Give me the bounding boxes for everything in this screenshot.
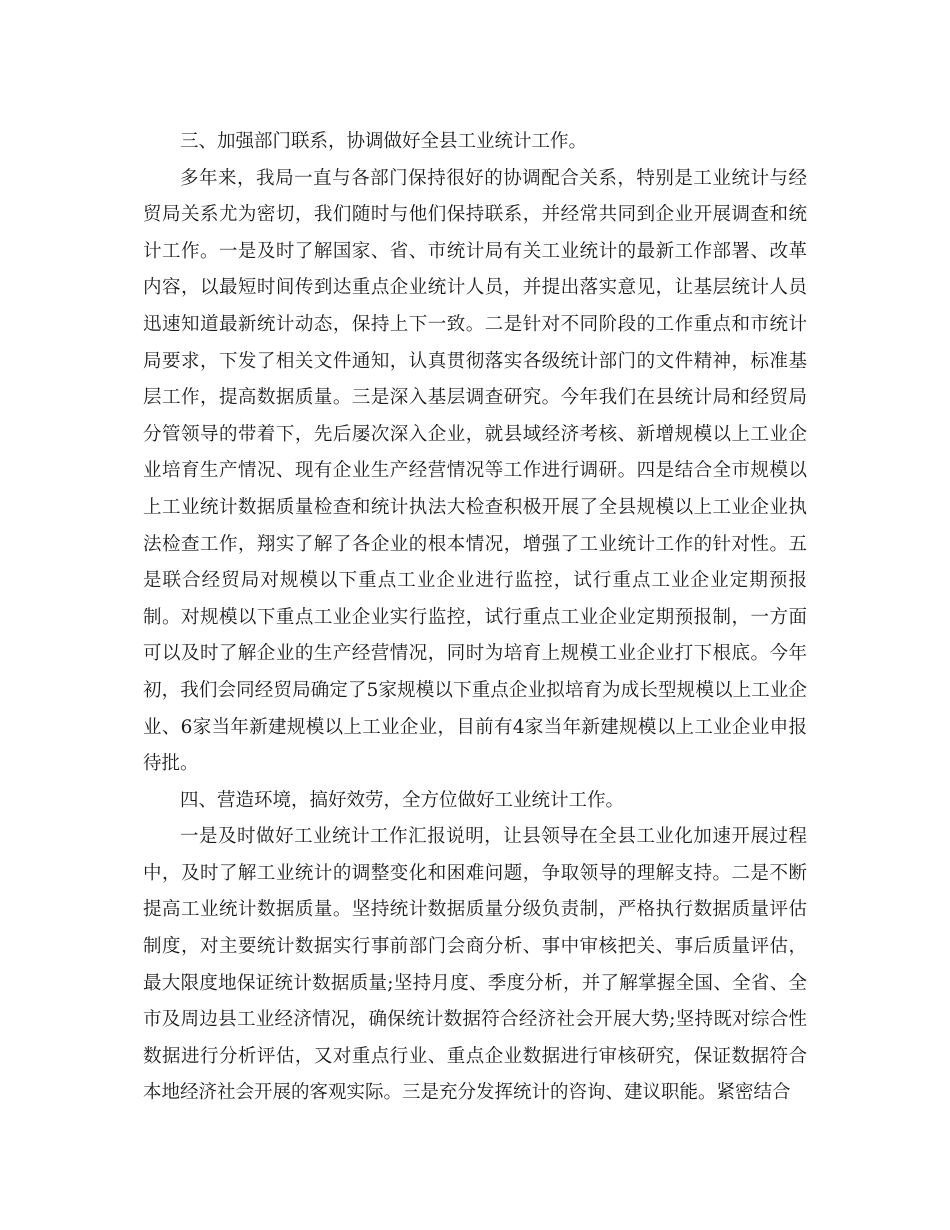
paragraph-section-3-body: 多年来，我局一直与各部门保持很好的协调配合关系，特别是工业统计与经贸局关系尤为密切，我们随时与他们保持联系，并经常共同到企业开展调查和统计工作。一是及时了解国家、省、市统计局有关工业统计的最新工作部署、改革内容，以最短时间传到达重点企业统计人员，并提出落实意见，让基层统计人员迅速知道最新统计动态，保持上下一致。二是针对不同阶段的工作重点和市统计局要求，下发了相关文件通知，认真贯彻落实各级统计部门的文件精神，标准基层工作，提高数据质量。三是深入基层调查研究。今年我们在县统计局和经贸局分管领导的带着下，先后屡次深入企业，就县域经济考核、新增规模以上工业企业培育生产情况、现有企业生产经营情况等工作进行调研。四是结合全市规模以上工业统计数据质量检查和统计执法大检查积极开展了全县规模以上工业企业执法检查工作，翔实了解了各企业的根本情况，增强了工业统计工作的针对性。五是联合经贸局对规模以下重点工业企业进行监控，试行重点工业企业定期预报制。对规模以下重点工业企业实行监控，试行重点工业企业定期预报制，一方面可以及时了解企业的生产经营情况，同时为培育上规模工业企业打下根底。今年初，我们会同经贸局确定了5家规模以下重点企业拟培育为成长型规模以上工业企业、6家当年新建规模以上工业企业，目前有4家当年新建规模以上工业企业申报待批。 xyxy=(143,167,807,775)
section-heading-3: 三、加强部门联系，协调做好全县工业统计工作。 xyxy=(180,131,588,152)
document-body xyxy=(143,124,807,1112)
paragraph-section-4-body: 一是及时做好工业统计工作汇报说明，让县领导在全县工业化加速开展过程中，及时了解工业统计的调整变化和困难问题，争取领导的理解支持。二是不断提高工业统计数据质量。坚持统计数据质量分级负责制，严格执行数据质量评估制度，对主要统计数据实行事前部门会商分析、事中审核把关、事后质量评估，最大限度地保证统计数据质量;坚持月度、季度分析，并了解掌握全国、全省、全市及周边县工业经济情况，确保统计数据符合经济社会开展大势;坚持既对综合性数据进行分析评估，又对重点行业、重点企业数据进行审核研究，保证数据符合本地经济社会开展的客观实际。三是充分发挥统计的咨询、建议职能。紧密结合 xyxy=(143,826,807,1104)
section-heading-4: 四、营造环境，搞好效劳，全方位做好工业统计工作。 xyxy=(180,789,625,811)
